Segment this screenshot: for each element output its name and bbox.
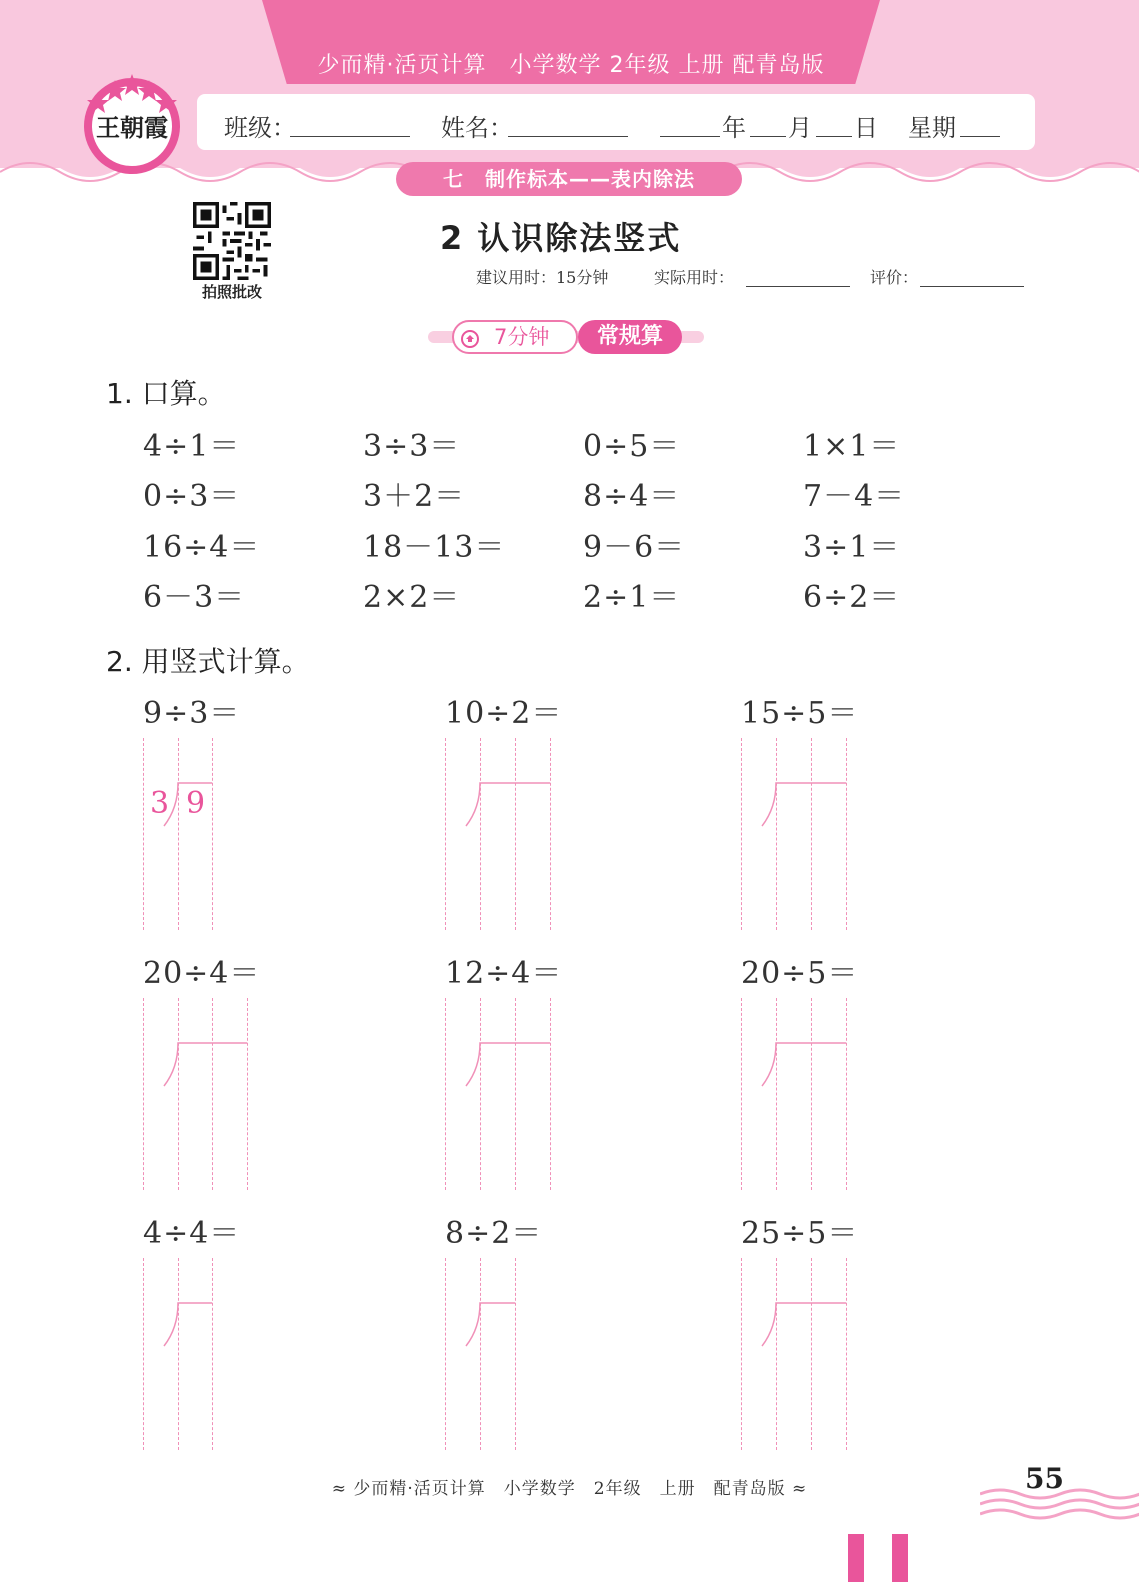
- mental-math-item: 6÷2＝: [803, 580, 901, 615]
- work-grid-line: [212, 1258, 213, 1450]
- work-grid-line: [515, 738, 516, 930]
- work-grid-line: [445, 738, 446, 930]
- work-grid-line: [445, 998, 446, 1190]
- work-grid-line: [811, 998, 812, 1190]
- work-grid-line: [550, 738, 551, 930]
- division-bracket[interactable]: [758, 1302, 848, 1350]
- work-grid-line: [741, 998, 742, 1190]
- work-grid-line: [247, 998, 248, 1190]
- division-problem: 4÷4＝: [143, 1216, 241, 1251]
- work-grid-line: [846, 738, 847, 930]
- mental-math-item: 3＋2＝: [363, 479, 466, 514]
- work-grid-line: [741, 738, 742, 930]
- work-grid-line: [550, 998, 551, 1190]
- work-grid-line: [515, 1258, 516, 1450]
- division-problem: 10÷2＝: [445, 696, 563, 731]
- mental-math-item: 4÷1＝: [143, 429, 241, 464]
- qr-label: 拍照批改: [201, 283, 262, 301]
- q2-title: 2. 用竖式计算。: [106, 645, 310, 678]
- mental-math-item: 3÷1＝: [803, 530, 901, 565]
- clock-icon: [460, 328, 480, 348]
- evaluation-label: 评价：: [870, 268, 919, 287]
- division-problem: 9÷3＝: [143, 696, 241, 731]
- brand-logo: [78, 70, 186, 178]
- edge-marker: [892, 1534, 908, 1582]
- mental-math-item: 7－4＝: [803, 479, 906, 514]
- work-grid-line: [811, 1258, 812, 1450]
- division-problem: 8÷2＝: [445, 1216, 543, 1251]
- work-grid-line: [776, 738, 777, 930]
- mental-math-item: 8÷4＝: [583, 479, 681, 514]
- division-bracket[interactable]: [462, 1042, 552, 1090]
- weekday-label: 星期: [908, 114, 956, 142]
- weekday-field[interactable]: [960, 136, 1000, 137]
- work-grid-line: [143, 738, 144, 930]
- routine-label: 常规算: [578, 320, 682, 354]
- work-grid-line: [776, 998, 777, 1190]
- division-bracket[interactable]: [758, 782, 848, 830]
- division-bracket[interactable]: [462, 782, 552, 830]
- work-grid-line: [178, 738, 179, 930]
- work-grid-line: [212, 998, 213, 1190]
- routine-time: 7分钟: [494, 325, 550, 349]
- mental-math-item: 2÷1＝: [583, 580, 681, 615]
- division-problem: 20÷5＝: [741, 956, 859, 991]
- section-title: 七 制作标本——表内除法: [396, 162, 742, 196]
- edge-marker: [848, 1534, 864, 1582]
- qr-code-icon[interactable]: [193, 202, 271, 280]
- mental-math-item: 18－13＝: [363, 530, 506, 565]
- work-grid-line: [846, 1258, 847, 1450]
- evaluation-field[interactable]: [920, 286, 1024, 287]
- footer-series: ≈ 少而精·活页计算 小学数学 2年级 上册 配青岛版 ≈: [331, 1479, 808, 1499]
- mental-math-item: 6－3＝: [143, 580, 246, 615]
- day-field[interactable]: [816, 136, 852, 137]
- example-dividend: 9: [186, 786, 206, 821]
- actual-time-field[interactable]: [746, 286, 850, 287]
- work-grid-line: [480, 998, 481, 1190]
- day-label: 日: [854, 114, 878, 142]
- work-grid-line: [480, 1258, 481, 1450]
- mental-math-item: 0÷5＝: [583, 429, 681, 464]
- division-problem: 15÷5＝: [741, 696, 859, 731]
- month-label: 月: [788, 114, 812, 142]
- suggested-time: 建议用时：15分钟: [476, 268, 609, 287]
- mental-math-item: 16÷4＝: [143, 530, 261, 565]
- series-title: 少而精·活页计算 小学数学 2年级 上册 配青岛版: [317, 53, 825, 78]
- work-grid-line: [178, 1258, 179, 1450]
- footer-wave-decoration: [980, 1486, 1139, 1526]
- work-grid-line: [480, 738, 481, 930]
- division-bracket[interactable]: [160, 1042, 249, 1090]
- mental-math-item: 9－6＝: [583, 530, 686, 565]
- work-grid-line: [776, 1258, 777, 1450]
- month-field[interactable]: [750, 136, 786, 137]
- work-grid-line: [811, 738, 812, 930]
- q1-title: 1. 口算。: [106, 377, 226, 410]
- class-field[interactable]: [290, 136, 410, 137]
- mental-math-item: 2×2＝: [363, 580, 461, 615]
- mental-math-item: 1×1＝: [803, 429, 901, 464]
- work-grid-line: [515, 998, 516, 1190]
- division-bracket[interactable]: [160, 1302, 214, 1350]
- work-grid-line: [741, 1258, 742, 1450]
- example-divisor: 3: [150, 786, 170, 821]
- year-field[interactable]: [660, 136, 720, 137]
- year-label: 年: [722, 114, 746, 142]
- work-grid-line: [143, 998, 144, 1190]
- division-problem: 12÷4＝: [445, 956, 563, 991]
- work-grid-line: [212, 738, 213, 930]
- actual-time-label: 实际用时：: [654, 268, 735, 287]
- division-problem: 20÷4＝: [143, 956, 261, 991]
- logo-text: 王朝霞: [96, 113, 168, 142]
- lesson-title: 2 认识除法竖式: [440, 219, 682, 257]
- work-grid-line: [178, 998, 179, 1190]
- work-grid-line: [143, 1258, 144, 1450]
- work-grid-line: [445, 1258, 446, 1450]
- division-bracket[interactable]: [758, 1042, 848, 1090]
- name-field[interactable]: [508, 136, 628, 137]
- class-label: 班级：: [224, 114, 296, 142]
- name-label: 姓名：: [441, 114, 513, 142]
- mental-math-item: 0÷3＝: [143, 479, 241, 514]
- page-number: 55: [1025, 1462, 1064, 1495]
- mental-math-item: 3÷3＝: [363, 429, 461, 464]
- division-problem: 25÷5＝: [741, 1216, 859, 1251]
- division-bracket[interactable]: [462, 1302, 517, 1350]
- work-grid-line: [846, 998, 847, 1190]
